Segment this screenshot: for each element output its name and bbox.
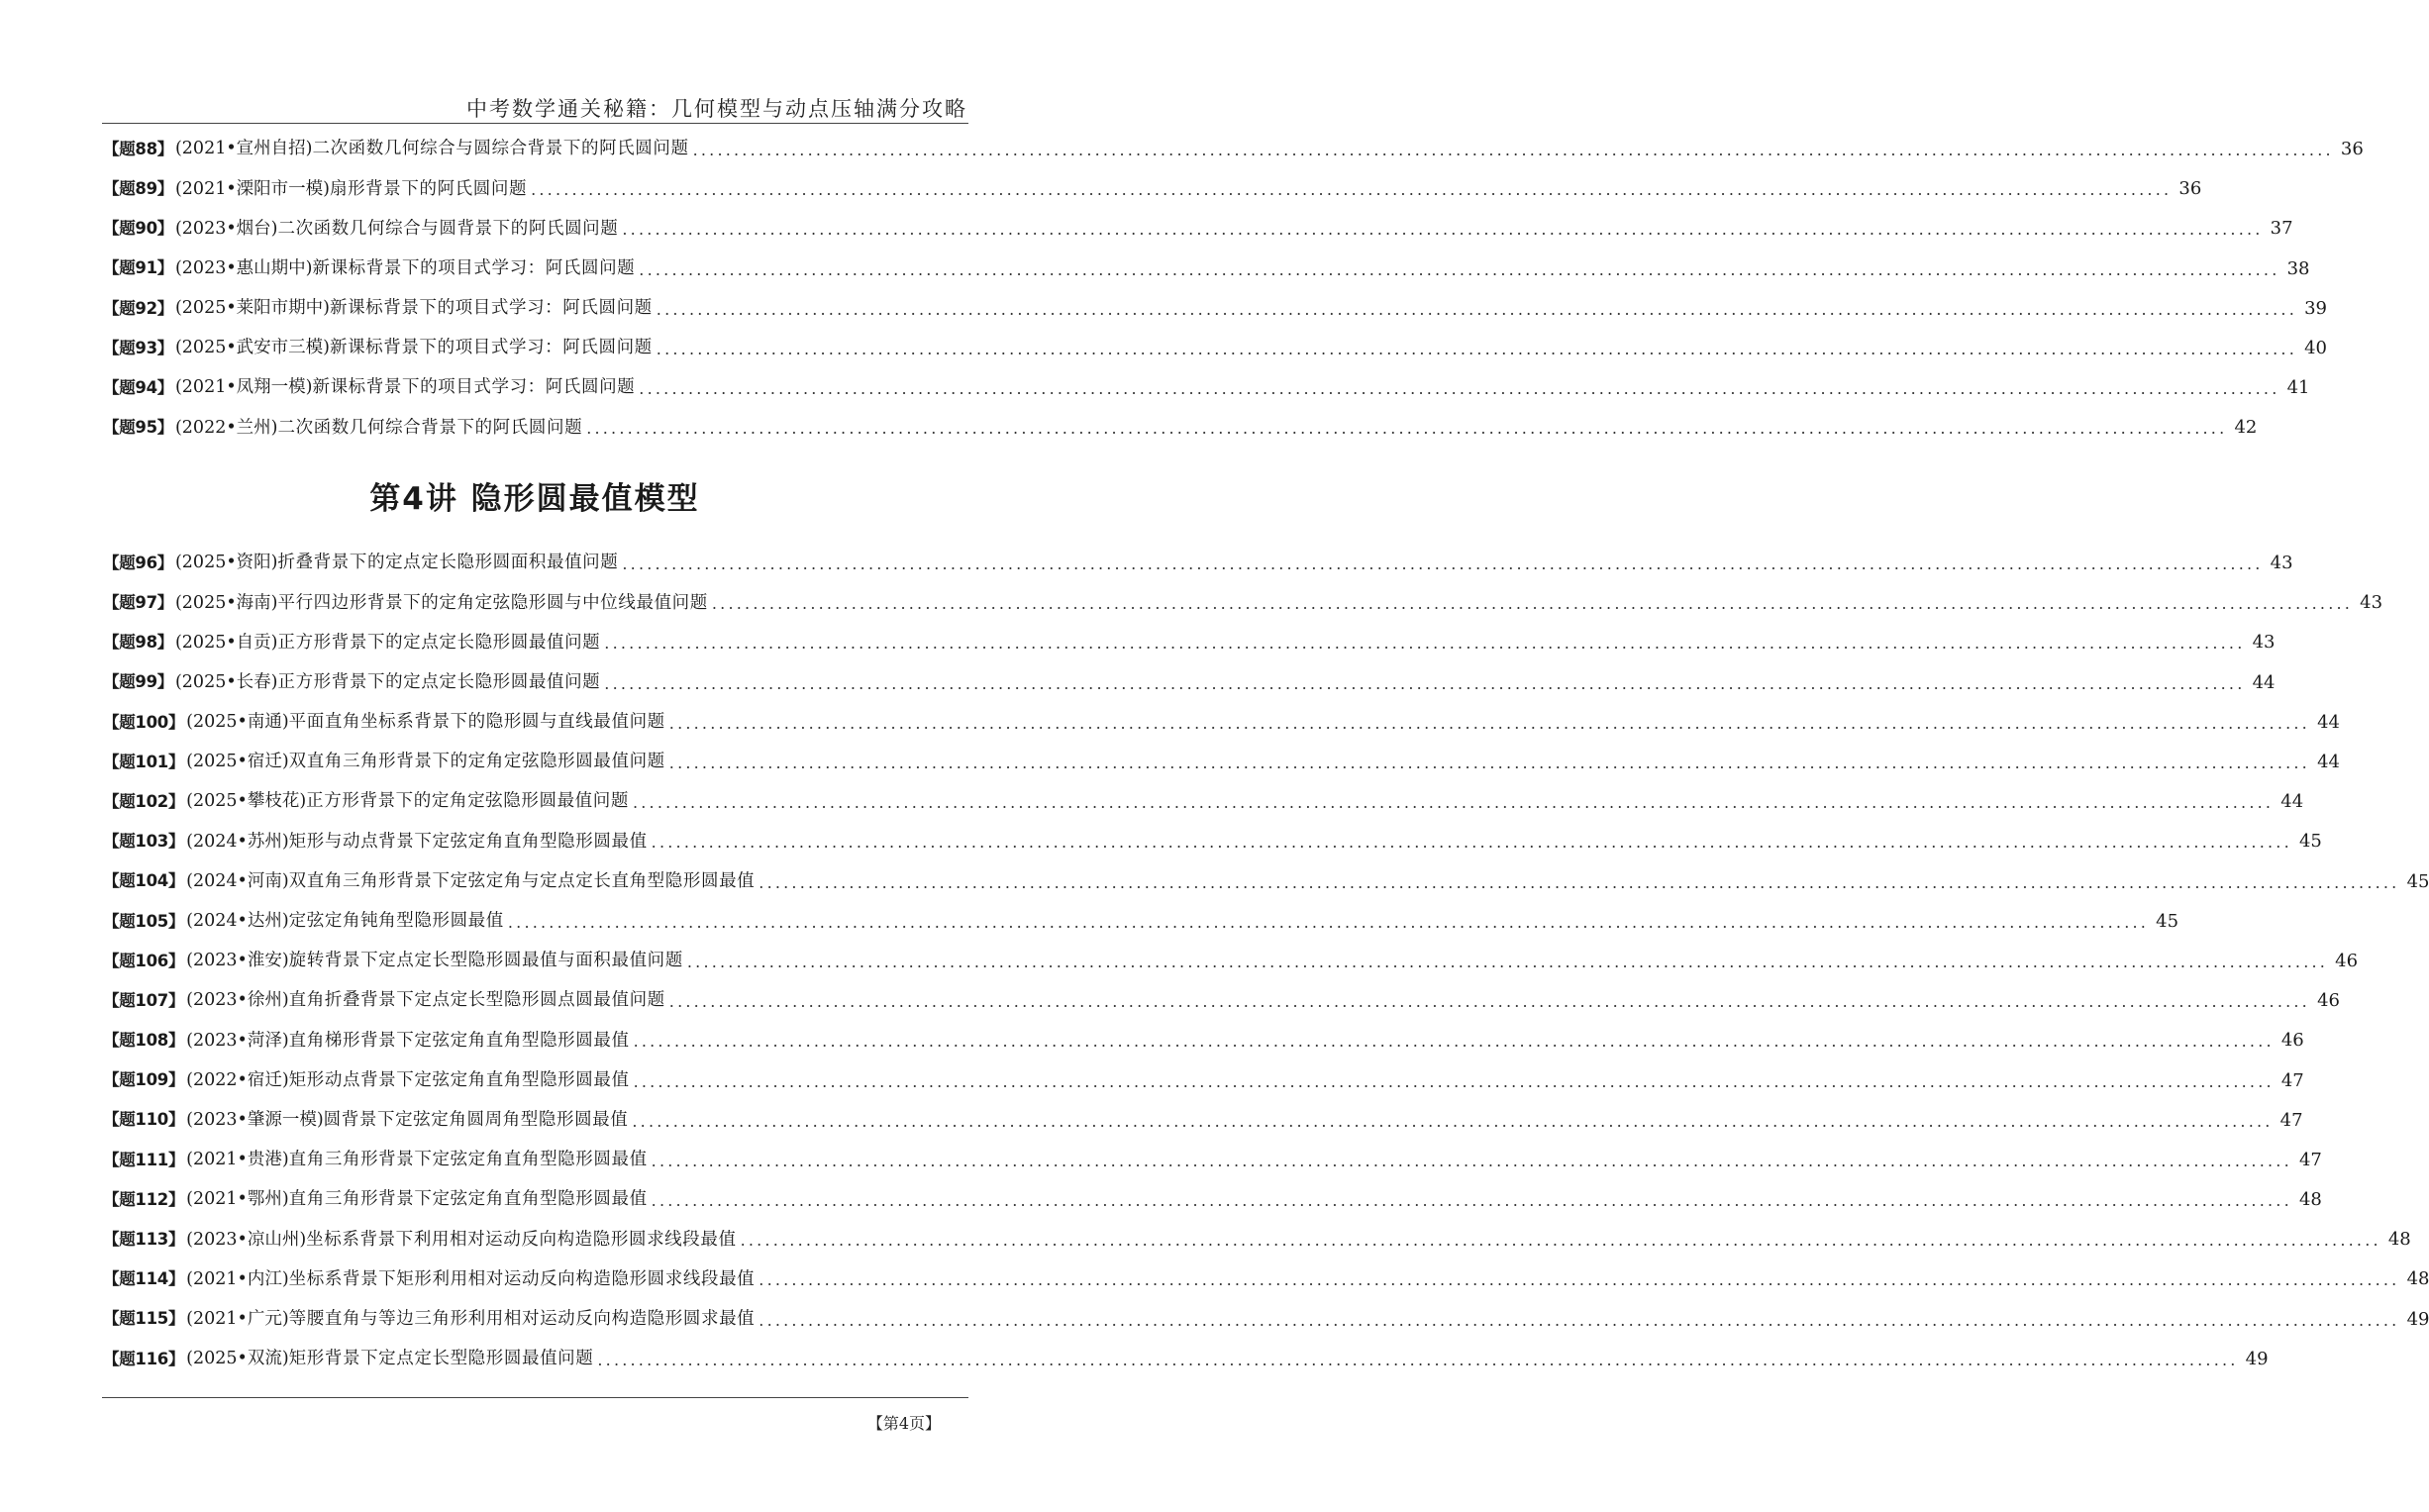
- toc-entry-page: 40: [2304, 338, 2327, 359]
- toc-entry-number: 【题100】: [103, 712, 185, 732]
- toc-entry-topic: 坐标系背景下矩形利用相对运动反向构造隐形圆求线段最值: [288, 1268, 756, 1289]
- toc-dot-leader: ........................................................................................................................................................................................................: [711, 594, 2354, 614]
- toc-entry-page: 45: [2156, 910, 2179, 932]
- toc-entry-page: 47: [2279, 1109, 2303, 1131]
- toc-dot-leader: ........................................................................................................................................................................................................: [656, 340, 2297, 359]
- toc-entry-topic: 矩形动点背景下定弦定角直角型隐形圆最值: [288, 1069, 630, 1090]
- toc-entry-number: 【题105】: [103, 911, 185, 931]
- toc-entry-source: (2023•肇源一模): [186, 1109, 324, 1130]
- toc-entry-page: 43: [2360, 592, 2383, 614]
- toc-entry-number: 【题97】: [103, 593, 173, 613]
- toc-dot-leader: ........................................................................................................................................................................................................: [597, 1350, 2239, 1369]
- toc-entry-number: 【题114】: [103, 1269, 185, 1289]
- toc-entry[interactable]: [103, 703, 2340, 743]
- toc-entry-source: (2025•攀枝花): [186, 791, 307, 812]
- toc-entry-topic: 平面直角坐标系背景下的隐形圆与直线最值问题: [288, 712, 665, 733]
- toc-entry-number: 【题109】: [103, 1070, 185, 1090]
- toc-entry[interactable]: [103, 1021, 2304, 1060]
- toc-entry-topic: 正方形背景下的定点定长隐形圆最值问题: [277, 671, 601, 692]
- toc-entry[interactable]: [103, 329, 2327, 368]
- toc-entry-source: (2023•菏泽): [186, 1030, 289, 1051]
- toc-entry-source: (2023•惠山期中): [174, 257, 313, 278]
- toc-dot-leader: ........................................................................................................................................................................................................: [668, 754, 2310, 773]
- toc-entry-number: 【题95】: [103, 418, 173, 438]
- toc-entry[interactable]: [103, 1180, 2322, 1220]
- toc-entry-topic: 扇形背景下的阿氏圆问题: [329, 178, 528, 199]
- toc-entry-source: (2021•凤翔一模): [174, 377, 313, 398]
- toc-entry-topic: 二次函数几何综合与圆综合背景下的阿氏圆问题: [312, 139, 689, 159]
- toc-entry-topic: 旋转背景下定点定长型隐形圆最值与面积最值问题: [288, 951, 683, 971]
- toc-entry-page: 48: [2387, 1229, 2411, 1251]
- toc-entry-topic: 坐标系背景下利用相对运动反向构造隐形圆求线段最值: [306, 1229, 737, 1250]
- toc-entry-source: (2025•自贡): [174, 632, 278, 653]
- toc-entry-topic: 矩形背景下定点定长型隐形圆最值问题: [288, 1349, 594, 1369]
- toc-dot-leader: ........................................................................................................................................................................................................: [622, 554, 2264, 574]
- toc-entry-page: 47: [2280, 1069, 2304, 1091]
- toc-entry-number: 【题115】: [103, 1309, 185, 1329]
- toc-entry-number: 【题96】: [103, 553, 173, 572]
- toc-entry-topic: 正方形背景下的定角定弦隐形圆最值问题: [306, 791, 629, 812]
- toc-entry-source: (2025•资阳): [174, 553, 278, 573]
- toc-dot-leader: ........................................................................................................................................................................................................: [633, 1032, 2275, 1052]
- toc-entry[interactable]: [103, 782, 2304, 822]
- header-title: 中考数学通关秘籍：几何模型与动点压轴满分攻略: [466, 97, 967, 121]
- toc-entry-topic: 矩形与动点背景下定弦定角直角型隐形圆最值: [288, 831, 648, 852]
- toc-entry-page: 43: [2270, 553, 2293, 574]
- toc-entry-source: (2025•南通): [186, 712, 289, 733]
- toc-entry-page: 46: [2280, 1030, 2304, 1052]
- toc-entry-number: 【题90】: [103, 219, 173, 239]
- toc-entry-number: 【题94】: [103, 377, 173, 397]
- toc-dot-leader: ........................................................................................................................................................................................................: [622, 220, 2264, 240]
- toc-entry-number: 【题102】: [103, 791, 185, 811]
- toc-entry-topic: 等腰直角与等边三角形利用相对运动反向构造隐形圆求最值: [288, 1308, 756, 1329]
- page-number: 【第4页】: [866, 1414, 941, 1433]
- toc-entry-source: (2025•双流): [186, 1349, 289, 1369]
- toc-list-part2: [103, 544, 2429, 1379]
- toc-entry[interactable]: [103, 209, 2293, 249]
- toc-dot-leader: ........................................................................................................................................................................................................: [759, 872, 2400, 892]
- toc-entry-source: (2025•海南): [174, 592, 278, 613]
- toc-dot-leader: ........................................................................................................................................................................................................: [531, 180, 2173, 200]
- toc-dot-leader: ........................................................................................................................................................................................................: [651, 1191, 2292, 1211]
- toc-dot-leader: ........................................................................................................................................................................................................: [686, 952, 2329, 971]
- toc-entry-topic: 新课标背景下的项目式学习：阿氏圆问题: [312, 257, 636, 278]
- toc-entry-topic: 双直角三角形背景下的定角定弦隐形圆最值问题: [288, 752, 665, 772]
- toc-dot-leader: ........................................................................................................................................................................................................: [759, 1310, 2400, 1330]
- toc-list-part1: [103, 130, 2364, 449]
- toc-entry[interactable]: [103, 1300, 2429, 1340]
- toc-entry-number: 【题88】: [103, 139, 173, 158]
- toc-dot-leader: ........................................................................................................................................................................................................: [639, 259, 2280, 279]
- toc-entry-number: 【题98】: [103, 633, 173, 653]
- toc-entry[interactable]: [103, 368, 2310, 408]
- toc-entry-number: 【题113】: [103, 1230, 185, 1250]
- toc-entry[interactable]: [103, 663, 2276, 703]
- toc-dot-leader: ........................................................................................................................................................................................................: [586, 419, 2228, 439]
- toc-entry-topic: 新课标背景下的项目式学习：阿氏圆问题: [329, 298, 653, 319]
- toc-entry-topic: 新课标背景下的项目式学习：阿氏圆问题: [312, 377, 636, 398]
- toc-entry-number: 【题106】: [103, 951, 185, 970]
- toc-entry[interactable]: [103, 981, 2340, 1021]
- toc-entry-page: 45: [2298, 831, 2322, 853]
- toc-entry-topic: 直角折叠背景下定点定长型隐形圆点圆最值问题: [288, 990, 665, 1011]
- toc-entry-number: 【题93】: [103, 338, 173, 357]
- toc-dot-leader: ........................................................................................................................................................................................................: [507, 912, 2150, 932]
- toc-entry[interactable]: [103, 1220, 2411, 1260]
- toc-entry-source: (2021•贵港): [186, 1150, 289, 1170]
- toc-entry-page: 49: [2245, 1348, 2269, 1369]
- toc-entry[interactable]: [103, 130, 2364, 169]
- toc-entry-number: 【题111】: [103, 1150, 185, 1169]
- toc-entry[interactable]: [103, 169, 2202, 209]
- toc-entry-topic: 双直角三角形背景下定弦定角与定点定长直角型隐形圆最值: [288, 870, 756, 891]
- toc-entry-topic: 折叠背景下的定点定长隐形圆面积最值问题: [277, 553, 619, 573]
- toc-entry-number: 【题91】: [103, 258, 173, 278]
- toc-entry-source: (2025•长春): [174, 671, 278, 692]
- toc-entry-number: 【题112】: [103, 1189, 185, 1209]
- toc-dot-leader: ........................................................................................................................................................................................................: [668, 713, 2310, 733]
- toc-entry-source: (2021•广元): [186, 1308, 289, 1329]
- toc-entry-source: (2025•武安市三模): [174, 338, 330, 358]
- toc-entry-page: 47: [2298, 1149, 2322, 1170]
- toc-entry-source: (2021•内江): [186, 1268, 289, 1289]
- toc-entry-page: 37: [2270, 218, 2293, 240]
- toc-entry-topic: 平行四边形背景下的定角定弦隐形圆与中位线最值问题: [277, 592, 708, 613]
- toc-entry-topic: 圆背景下定弦定角圆周角型隐形圆最值: [323, 1109, 629, 1130]
- toc-entry-topic: 二次函数几何综合背景下的阿氏圆问题: [277, 417, 583, 438]
- toc-entry-source: (2023•淮安): [186, 951, 289, 971]
- toc-entry-source: (2025•莱阳市期中): [174, 298, 330, 319]
- toc-entry-topic: 直角三角形背景下定弦定角直角型隐形圆最值: [288, 1150, 648, 1170]
- toc-entry-page: 49: [2406, 1308, 2429, 1330]
- toc-entry[interactable]: [103, 408, 2258, 448]
- toc-entry-number: 【题104】: [103, 871, 185, 891]
- toc-entry[interactable]: [103, 583, 2383, 623]
- toc-entry-number: 【题99】: [103, 672, 173, 692]
- toc-dot-leader: ........................................................................................................................................................................................................: [633, 1071, 2275, 1091]
- toc-entry-number: 【题108】: [103, 1031, 185, 1051]
- toc-entry-number: 【题89】: [103, 179, 173, 199]
- toc-entry[interactable]: [103, 1340, 2269, 1379]
- toc-entry[interactable]: [103, 250, 2310, 289]
- footer-divider: [102, 1397, 968, 1398]
- toc-entry[interactable]: [103, 862, 2429, 902]
- toc-entry-source: (2023•徐州): [186, 990, 289, 1011]
- toc-entry-source: (2024•河南): [186, 870, 289, 891]
- toc-entry-source: (2023•凉山州): [186, 1229, 307, 1250]
- toc-entry-page: 44: [2317, 752, 2340, 773]
- toc-dot-leader: ........................................................................................................................................................................................................: [656, 299, 2297, 319]
- toc-dot-leader: ........................................................................................................................................................................................................: [632, 793, 2275, 813]
- toc-entry-topic: 二次函数几何综合与圆背景下的阿氏圆问题: [277, 218, 619, 239]
- toc-dot-leader: ........................................................................................................................................................................................................: [639, 379, 2280, 399]
- toc-entry-source: (2021•宣州自招): [174, 139, 313, 159]
- toc-entry[interactable]: [103, 1260, 2429, 1299]
- toc-entry-page: 48: [2406, 1268, 2429, 1290]
- toc-entry[interactable]: [103, 743, 2340, 782]
- toc-entry-source: (2023•烟台): [174, 218, 278, 239]
- toc-entry[interactable]: [103, 942, 2359, 981]
- toc-entry-topic: 直角梯形背景下定弦定角直角型隐形圆最值: [288, 1030, 630, 1051]
- toc-entry-page: 45: [2406, 870, 2429, 892]
- toc-dot-leader: ........................................................................................................................................................................................................: [632, 1111, 2274, 1131]
- toc-entry-page: 46: [2317, 990, 2340, 1012]
- toc-entry-number: 【题101】: [103, 752, 185, 771]
- toc-entry-source: (2024•达州): [186, 911, 289, 932]
- toc-entry[interactable]: [103, 822, 2322, 861]
- toc-entry-source: (2024•苏州): [186, 831, 289, 852]
- toc-entry[interactable]: [103, 623, 2276, 662]
- toc-entry-topic: 新课标背景下的项目式学习：阿氏圆问题: [329, 338, 653, 358]
- toc-entry-page: 42: [2234, 417, 2258, 439]
- toc-dot-leader: ........................................................................................................................................................................................................: [651, 1151, 2292, 1170]
- toc-entry-number: 【题92】: [103, 298, 173, 318]
- toc-dot-leader: ........................................................................................................................................................................................................: [604, 634, 2246, 654]
- toc-entry-number: 【题103】: [103, 832, 185, 852]
- toc-entry-page: 38: [2286, 257, 2310, 279]
- toc-entry-page: 46: [2335, 950, 2359, 971]
- toc-dot-leader: ........................................................................................................................................................................................................: [692, 141, 2334, 160]
- toc-entry-source: (2021•溧阳市一模): [174, 178, 330, 199]
- toc-entry-source: (2025•宿迁): [186, 752, 289, 772]
- toc-dot-leader: ........................................................................................................................................................................................................: [759, 1270, 2400, 1290]
- section-title: 第4讲 隐形圆最值模型: [369, 481, 700, 517]
- toc-dot-leader: ........................................................................................................................................................................................................: [604, 673, 2246, 693]
- toc-entry-number: 【题116】: [103, 1349, 185, 1368]
- toc-entry-page: 39: [2304, 297, 2327, 319]
- toc-entry-page: 36: [2178, 178, 2202, 200]
- toc-entry-page: 44: [2317, 711, 2340, 733]
- toc-dot-leader: ........................................................................................................................................................................................................: [651, 833, 2292, 853]
- toc-entry-source: (2022•宿迁): [186, 1069, 289, 1090]
- toc-entry[interactable]: [103, 1101, 2303, 1141]
- toc-entry-page: 36: [2340, 139, 2364, 160]
- toc-dot-leader: ........................................................................................................................................................................................................: [668, 992, 2310, 1012]
- toc-entry[interactable]: [103, 902, 2179, 942]
- toc-entry[interactable]: [103, 1060, 2304, 1100]
- toc-entry-number: 【题107】: [103, 990, 185, 1010]
- toc-entry-topic: 正方形背景下的定点定长隐形圆最值问题: [277, 632, 601, 653]
- toc-entry-number: 【题110】: [103, 1110, 185, 1130]
- toc-entry-topic: 直角三角形背景下定弦定角直角型隐形圆最值: [288, 1189, 648, 1210]
- toc-entry[interactable]: [103, 544, 2293, 583]
- toc-entry[interactable]: [103, 1141, 2322, 1180]
- toc-entry-page: 44: [2280, 791, 2304, 813]
- toc-entry-source: (2022•兰州): [174, 417, 278, 438]
- toc-entry-page: 43: [2252, 632, 2276, 654]
- toc-entry-page: 41: [2286, 377, 2310, 399]
- toc-entry-topic: 定弦定角钝角型隐形圆最值: [288, 911, 504, 932]
- toc-entry-source: (2021•鄂州): [186, 1189, 289, 1210]
- toc-entry[interactable]: [103, 289, 2327, 329]
- toc-entry-page: 48: [2298, 1189, 2322, 1211]
- header-divider: [102, 123, 968, 124]
- toc-entry-page: 44: [2252, 671, 2276, 693]
- toc-dot-leader: ........................................................................................................................................................................................................: [740, 1231, 2381, 1251]
